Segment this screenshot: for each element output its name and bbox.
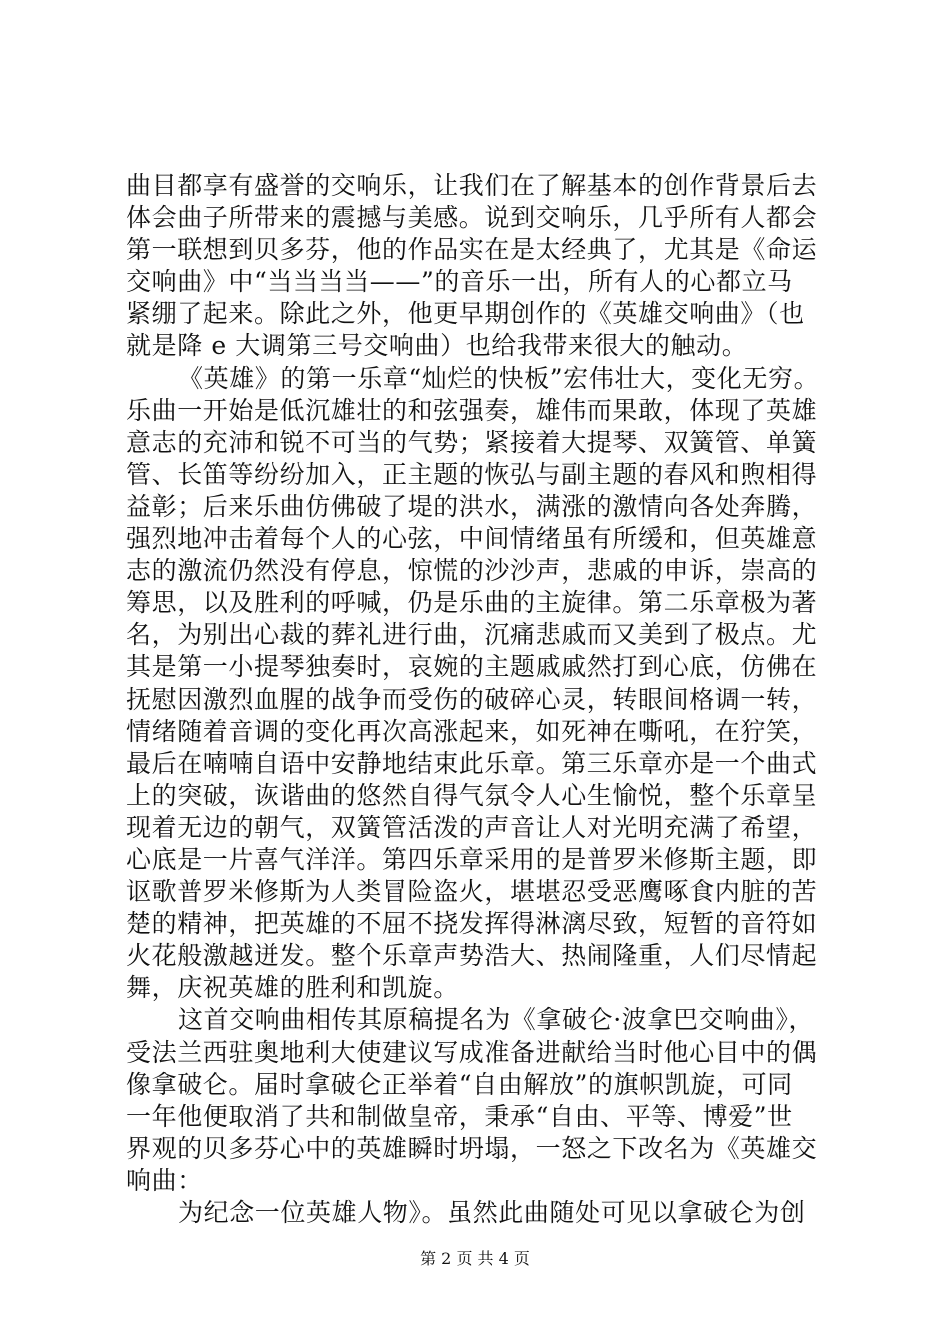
text-line: 志的激流仍然没有停息，惊慌的沙沙声，悲戚的申诉，崇高的: [126, 556, 818, 586]
text-line-indented: 《英雄》的第一乐章“灿烂的快板”宏伟壮大，变化无穷。: [178, 363, 820, 393]
text-line: 管、长笛等纷纷加入，正主题的恢弘与副主题的春风和煦相得: [126, 459, 818, 489]
text-line: 抚慰因激烈血腥的战争而受伤的破碎心灵，转眼间格调一转，: [126, 684, 818, 714]
text-line: 体会曲子所带来的震撼与美感。说到交响乐，几乎所有人都会: [126, 203, 818, 233]
text-line: 上的突破，诙谐曲的悠然自得气氛令人心生愉悦，整个乐章呈: [126, 780, 818, 810]
text-line: 其是第一小提琴独奏时，哀婉的主题戚戚然打到心底，仿佛在: [126, 652, 818, 682]
text-line: 交响曲》中“当当当当——”的音乐一出，所有人的心都立马: [126, 267, 793, 297]
text-line: 心底是一片喜气洋洋。第四乐章采用的是普罗米修斯主题，即: [126, 844, 818, 874]
text-line: 现着无边的朝气，双簧管活泼的声音让人对光明充满了希望，: [126, 812, 818, 842]
body-text: [126, 170, 836, 1229]
text-line: 响曲：: [126, 1165, 203, 1195]
text-line: 就是降 e 大调第三号交响曲）也给我带来很大的触动。: [126, 331, 748, 361]
text-line-indented: 这首交响曲相传其原稿提名为《拿破仑·波拿巴交响曲》，: [178, 1005, 815, 1035]
text-line: 一年他便取消了共和制做皇帝，秉承“自由、平等、博爱”世: [126, 1101, 793, 1131]
text-line: 火花般激越迸发。整个乐章声势浩大、热闹隆重，人们尽情起: [126, 941, 818, 971]
text-line: 舞，庆祝英雄的胜利和凯旋。: [126, 973, 459, 1003]
text-line: 讴歌普罗米修斯为人类冒险盗火，堪堪忍受恶鹰啄食内脏的苦: [126, 877, 818, 907]
text-line: 意志的充沛和锐不可当的气势；紧接着大提琴、双簧管、单簧: [126, 427, 818, 457]
text-line: 名，为别出心裁的葬礼进行曲，沉痛悲戚而又美到了极点。尤: [126, 620, 818, 650]
text-line: 益彰；后来乐曲仿佛破了堤的洪水，满涨的激情向各处奔腾，: [126, 491, 818, 521]
text-line: 筹思，以及胜利的呼喊，仍是乐曲的主旋律。第二乐章极为著: [126, 588, 818, 618]
text-line-indented: 为纪念一位英雄人物》。虽然此曲随处可见以拿破仑为创: [178, 1198, 806, 1227]
text-line: 像拿破仑。届时拿破仑正举着“自由解放”的旗帜凯旋，可同: [126, 1069, 793, 1099]
text-line: 第一联想到贝多芬，他的作品实在是太经典了，尤其是《命运: [126, 235, 818, 265]
page-number-footer: 第 2 页 共 4 页: [420, 1249, 530, 1268]
text-line: 最后在喃喃自语中安静地结束此乐章。第三乐章亦是一个曲式: [126, 748, 818, 778]
text-line: 紧绷了起来。除此之外，他更早期创作的《英雄交响曲》（也: [126, 299, 805, 329]
text-line: 曲目都享有盛誉的交响乐，让我们在了解基本的创作背景后去: [126, 171, 818, 200]
text-line: 强烈地冲击着每个人的心弦，中间情绪虽有所缓和，但英雄意: [126, 524, 818, 554]
text-line: 界观的贝多芬心中的英雄瞬时坍塌，一怒之下改名为《英雄交: [126, 1133, 818, 1163]
text-line: 乐曲一开始是低沉雄壮的和弦强奏，雄伟而果敢，体现了英雄: [126, 395, 818, 425]
text-line: 楚的精神，把英雄的不屈不挠发挥得淋漓尽致，短暂的音符如: [126, 909, 818, 939]
text-line: 情绪随着音调的变化再次高涨起来，如死神在嘶吼，在狞笑，: [126, 716, 818, 746]
text-line: 受法兰西驻奥地利大使建议写成准备进献给当时他心目中的偶: [126, 1037, 818, 1067]
